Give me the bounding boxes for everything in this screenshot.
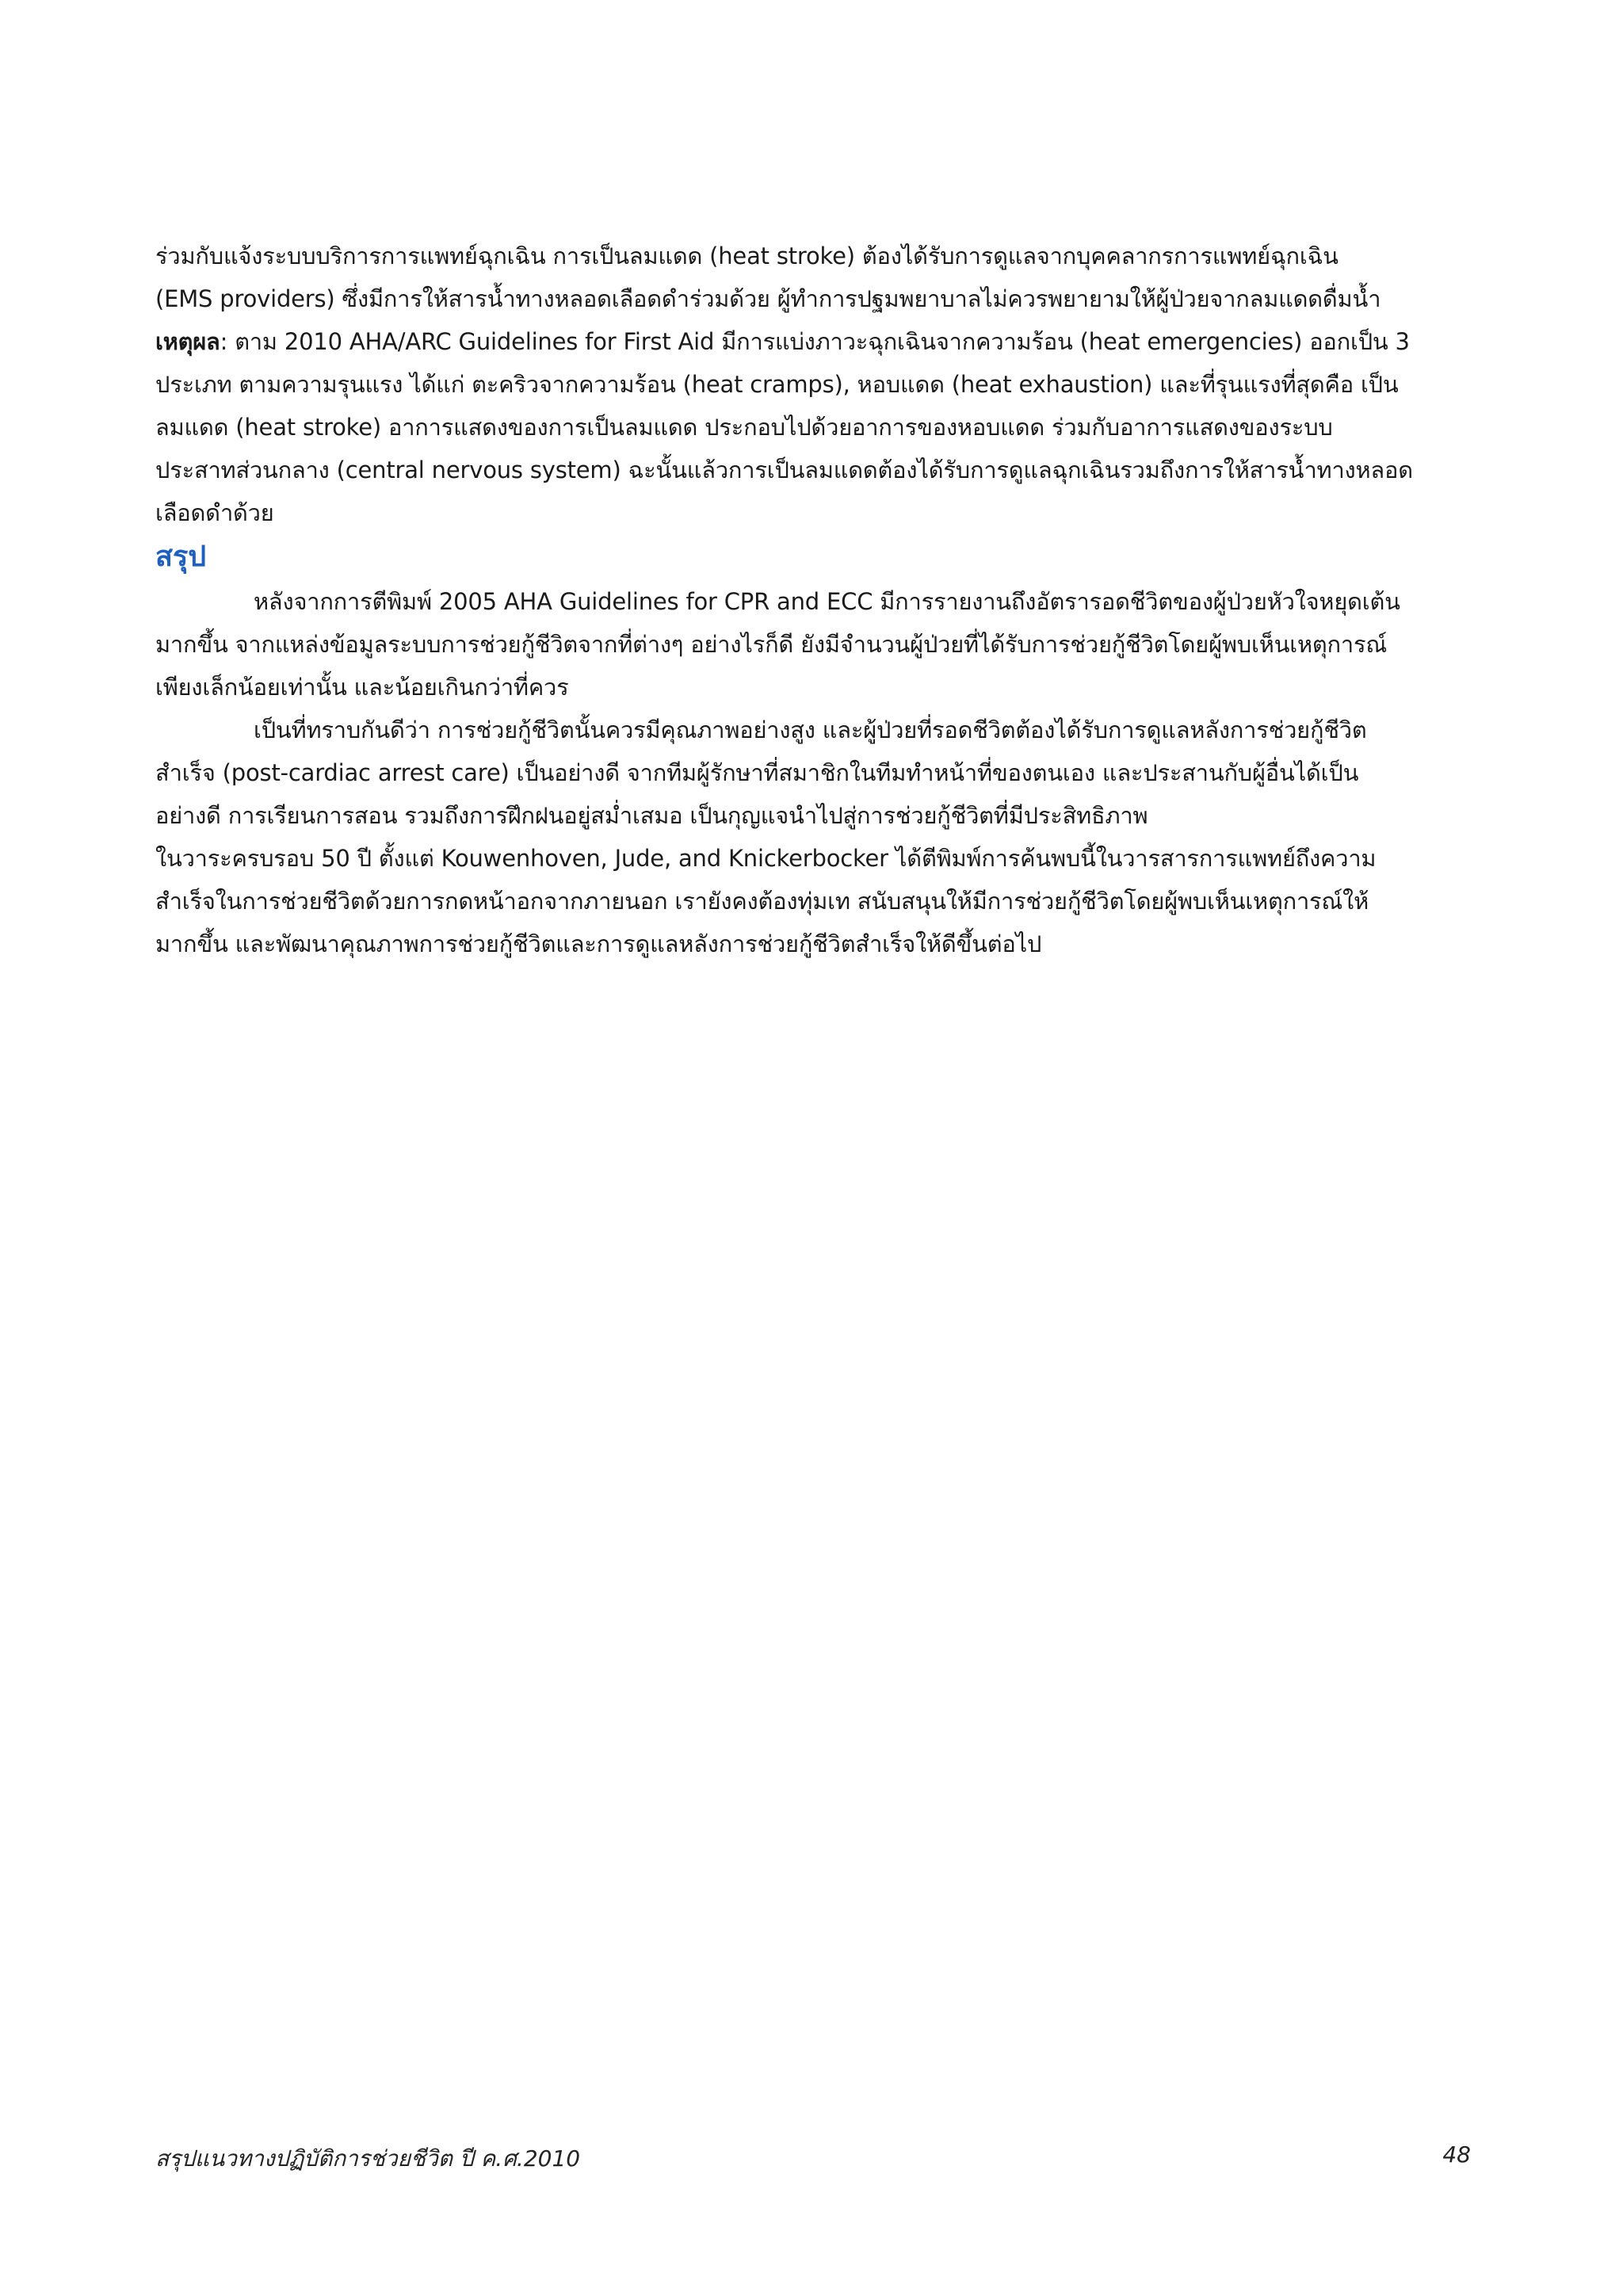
text-line: ประสาทส่วนกลาง (central nervous system) ฉะนั้นแล้วการเป็นลมแดดต้องได้รับการดูแลฉุกเฉินรวมถึงการให้สารน้ำทางหลอด bbox=[155, 457, 1413, 483]
footer-title: สรุปแนวทางปฏิบัติการช่วยชีวิต ปี ค.ศ.2010 bbox=[155, 2145, 581, 2172]
page-number: 48 bbox=[1442, 2141, 1471, 2168]
page-content bbox=[155, 235, 1471, 965]
text-line: สำเร็จในการช่วยชีวิตด้วยการกดหน้าอกจากภายนอก เรายังคงต้องทุ่มเท สนับสนุนให้มีการช่วยกู้ชีวิตโดยผู้พบเห็นเหตุการณ์ให้ bbox=[155, 888, 1369, 915]
text-line: เลือดดำด้วย bbox=[155, 499, 274, 526]
text-line: ร่วมกับแจ้งระบบบริการการแพทย์ฉุกเฉิน การเป็นลมแดด (heat stroke) ต้องได้รับการดูแลจากบุคคลากรการแพทย์ฉุกเฉิน bbox=[155, 243, 1338, 269]
text-line: ในวาระครบรอบ 50 ปี ตั้งแต่ Kouwenhoven, Jude, and Knickerbocker ได้ตีพิมพ์การค้นพบนี้ในวารสารการแพทย์ถึงความ bbox=[155, 845, 1377, 872]
reason-line bbox=[155, 320, 1471, 363]
text-line: เป็นที่ทราบกันดีว่า การช่วยกู้ชีวิตนั้นควรมีคุณภาพอย่างสูง และผู้ป่วยที่รอดชีวิตต้องได้รับการดูแลหลังการช่วยกู้ชีวิต bbox=[254, 716, 1367, 743]
reason-label: เหตุผล bbox=[155, 328, 220, 355]
summary-heading: สรุป bbox=[155, 541, 207, 573]
text-line: เพียงเล็กน้อยเท่านั้น และน้อยเกินกว่าที่ควร bbox=[155, 674, 569, 701]
text-line: ประเภท ตามความรุนแรง ได้แก่ ตะคริวจากความร้อน (heat cramps), หอบแดด (heat exhaustion) และที่รุนแรงที่สุดคือ เป็น bbox=[155, 371, 1399, 398]
reason-text: : ตาม 2010 AHA/ARC Guidelines for First Aid มีการแบ่งภาวะฉุกเฉินจากความร้อน (heat emergencies) ออกเป็น 3 bbox=[220, 328, 1410, 355]
text-line: มากขึ้น จากแหล่งข้อมูลระบบการช่วยกู้ชีวิตจากที่ต่างๆ อย่างไรก็ดี ยังมีจำนวนผู้ป่วยที่ได้รับการช่วยกู้ชีวิตโดยผู้พบเห็นเหตุการณ์ bbox=[155, 631, 1388, 658]
text-line: ลมแดด (heat stroke) อาการแสดงของการเป็นลมแดด ประกอบไปด้วยอาการของหอบแดด ร่วมกับอาการแสดงของระบบ bbox=[155, 414, 1333, 441]
text-line: มากขึ้น และพัฒนาคุณภาพการช่วยกู้ชีวิตและการดูแลหลังการช่วยกู้ชีวิตสำเร็จให้ดีขึ้นต่อไป bbox=[155, 930, 1042, 957]
text-line: หลังจากการตีพิมพ์ 2005 AHA Guidelines for CPR and ECC มีการรายงานถึงอัตรารอดชีวิตของผู้ป่วยหัวใจหยุดเต้น bbox=[254, 588, 1400, 615]
text-line: สำเร็จ (post-cardiac arrest care) เป็นอย่างดี จากทีมผู้รักษาที่สมาชิกในทีมทำหน้าที่ของตนเอง และประสานกับผู้อื่นได้เป็น bbox=[155, 759, 1359, 786]
text-line: อย่างดี การเรียนการสอน รวมถึงการฝึกฝนอยู่สม่ำเสมอ เป็นกุญแจนำไปสู่การช่วยกู้ชีวิตที่มีประสิทธิภาพ bbox=[155, 802, 1148, 829]
text-line: (EMS providers) ซึ่งมีการให้สารน้ำทางหลอดเลือดดำร่วมด้วย ผู้ทำการปฐมพยาบาลไม่ควรพยายามให้ผู้ป่วยจากลมแดดดื่มน้ำ bbox=[155, 285, 1381, 312]
